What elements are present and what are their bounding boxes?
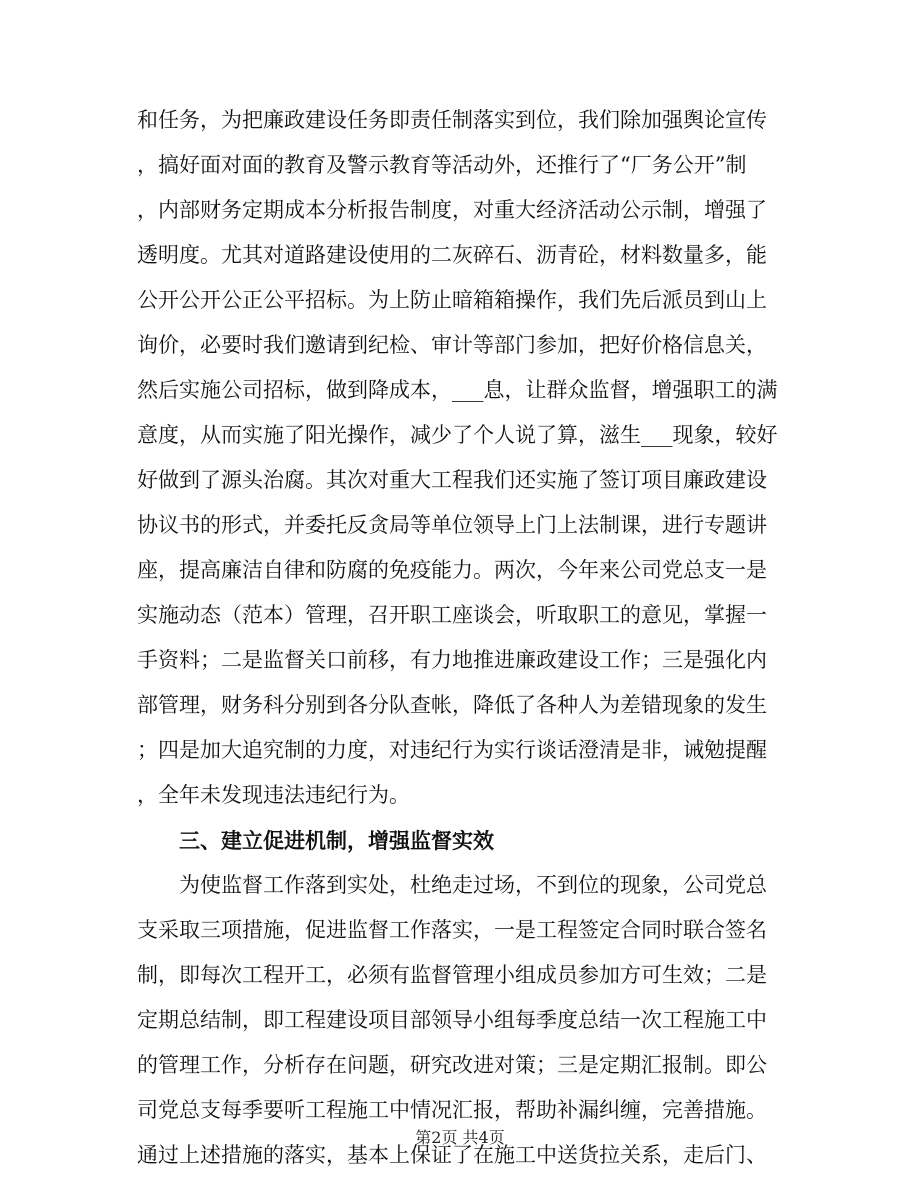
body-line: 制，即每次工程开工，必须有监督管理小组成员参加方可生效；二是 <box>137 963 767 987</box>
body-line: 为使监督工作落到实处，杜绝走过场，不到位的现象，公司党总 <box>179 873 767 897</box>
body-line: 公开公开公正公平招标。为上防止暗箱箱操作，我们先后派员到山上 <box>137 288 767 312</box>
document-body <box>137 98 777 1178</box>
body-line: ，内部财务定期成本分析报告制度，对重大经济活动公示制，增强了 <box>137 198 767 222</box>
body-line: 透明度。尤其对道路建设使用的二灰碎石、沥青砼，材料数量多，能 <box>137 243 767 267</box>
body-line: 座，提高廉洁自律和防腐的免疫能力。两次，今年来公司党总支一是 <box>137 558 767 582</box>
body-line: 询价，必要时我们邀请到纪检、审计等部门参加，把好价格信息关， <box>137 333 767 357</box>
body-line: 通过上述措施的落实，基本上保证了在施工中送货拉关系，走后门、 <box>137 1143 767 1167</box>
body-line: 部管理，财务科分别到各分队查帐，降低了各种人为差错现象的发生 <box>137 693 767 717</box>
body-line: 和任务，为把廉政建设任务即责任制落实到位，我们除加强舆论宣传 <box>137 108 767 132</box>
body-line: ，搞好面对面的教育及警示教育等活动外，还推行了“厂务公开”制 <box>137 153 747 177</box>
page-number-footer: 第2页 共4页 <box>415 1128 505 1147</box>
body-line: 的管理工作，分析存在问题，研究改进对策；三是定期汇报制。即公 <box>137 1053 767 1077</box>
body-line: 好做到了源头治腐。其次对重大工程我们还实施了签订项目廉政建设 <box>137 468 767 492</box>
body-line: 实施动态（范本）管理，召开职工座谈会，听取职工的意见，掌握一 <box>137 603 767 627</box>
body-line: 定期总结制，即工程建设项目部领导小组每季度总结一次工程施工中 <box>137 1008 767 1032</box>
body-line: 协议书的形式，并委托反贪局等单位领导上门上法制课，进行专题讲 <box>137 513 767 537</box>
body-line: ，全年未发现违法违纪行为。 <box>137 783 410 807</box>
section-heading: 三、建立促进机制，增强监督实效 <box>179 828 494 853</box>
body-line: 意度，从而实施了阳光操作，减少了个人说了算，滋生___现象，较好 <box>137 423 777 447</box>
body-line: 支采取三项措施，促进监督工作落实，一是工程签定合同时联合签名 <box>137 918 767 942</box>
body-line: 手资料；二是监督关口前移，有力地推进廉政建设工作；三是强化内 <box>137 648 767 672</box>
body-line: ；四是加大追究制的力度，对违纪行为实行谈话澄清是非，诫勉提醒 <box>137 738 767 762</box>
body-line: 司党总支每季要听工程施工中情况汇报，帮助补漏纠缠，完善措施。 <box>137 1098 767 1122</box>
body-line: 然后实施公司招标，做到降成本，___息，让群众监督，增强职工的满 <box>137 378 777 402</box>
